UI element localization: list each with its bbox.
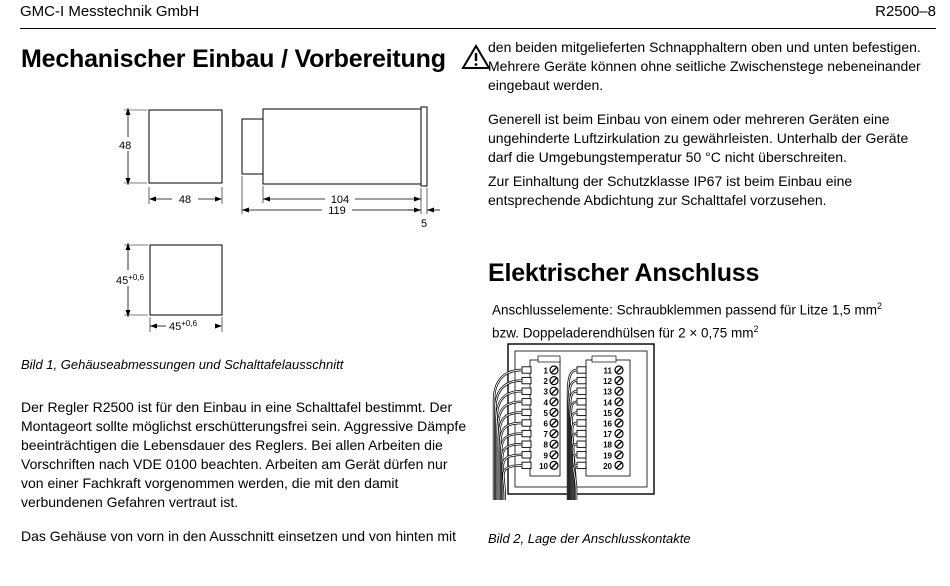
terminal-label-left: 1	[543, 366, 548, 376]
terminal-label-right: 19	[603, 451, 612, 461]
terminal-label-right: 20	[603, 461, 612, 471]
paragraph-left-2: Das Gehäuse von vorn in den Ausschnitt einsetzen und von hinten mit	[21, 528, 457, 544]
terminal-label-left: 5	[543, 408, 548, 418]
terminal-screw-right	[615, 387, 623, 395]
terminal-label-right: 11	[603, 366, 612, 376]
wire-ferrule-right	[577, 399, 586, 405]
dim-length-outer-label: 119	[328, 205, 346, 217]
terminal-label-right: 18	[603, 440, 612, 450]
terminal-label-left: 8	[543, 440, 548, 450]
terminal-label-left: 3	[543, 387, 548, 397]
wire-ferrule-left	[522, 367, 531, 373]
terminal-screw-right	[615, 366, 623, 374]
paragraph-left-1: Der Regler R2500 ist für den Einbau in eine Schalttafel bestimmt. Der Montageort sollte möglichst erschütterungsfrei sein. Aggressive Dämpfe beeinträchtigen die Lebensdauer des Reglers. Bei allen Arbeiten die Vorschriften nach VDE 0100 beachten. Arbeiten am Gerät dürfen nur von einer Fachkraft vorgenommen werden, die mit den damit verbundenen Gefahren vertraut ist.	[21, 399, 467, 510]
terminal-label-right: 17	[603, 430, 612, 440]
paragraph-right-2: Generell ist beim Einbau von einem oder mehreren Geräten eine ungehinderte Luftzirkulation zu gewährleisten. Unterhalb der Geräte darf die Umgebungstemperatur 50 °C nicht überschreiten.	[488, 111, 909, 165]
terminal-screw-right	[615, 419, 623, 427]
dim-height-label: 48	[119, 140, 132, 152]
terminal-screw-right	[615, 430, 623, 438]
wire-ferrule-right	[577, 420, 586, 426]
dim-length-inner-label: 104	[330, 194, 350, 206]
terminal-screw-left	[550, 366, 558, 374]
wire-left	[503, 465, 522, 500]
terminal-label-left: 4	[543, 398, 548, 408]
wire-ferrule-left	[522, 462, 531, 468]
terminal-label-left: 7	[543, 430, 548, 440]
wire-ferrule-right	[577, 388, 586, 394]
terminal-screw-left	[550, 377, 558, 385]
terminal-screw-right	[615, 398, 623, 406]
wire-ferrule-left	[522, 399, 531, 405]
terminal-label-left: 6	[543, 419, 548, 429]
terminal-screw-left	[550, 398, 558, 406]
terminal-screw-right	[615, 377, 623, 385]
terminal-label-right: 16	[603, 419, 612, 429]
paragraph-right-1: den beiden mitgelieferten Schnapphaltern oben und unten befestigen. Mehrere Geräte können ohne seitliche Zwischenstege nebeneinander eingebaut werden.	[488, 39, 921, 93]
terminal-label-left: 2	[543, 377, 548, 387]
terminal-screw-left	[550, 419, 558, 427]
terminal-screw-left	[550, 451, 558, 459]
wire-ferrule-left	[522, 388, 531, 394]
dim-width-label: 48	[178, 194, 192, 206]
wire-ferrule-right	[577, 430, 586, 436]
terminal-label-right: 14	[603, 398, 612, 408]
wire-ferrule-left	[522, 441, 531, 447]
terminal-screw-right	[615, 408, 623, 416]
paragraph-right-3: Zur Einhaltung der Schutzklasse IP67 ist beim Einbau eine entsprechende Abdichtung zur Schalttafel vorzusehen.	[488, 173, 853, 208]
terminal-label-left: 9	[543, 451, 548, 461]
dim-front-label: 5	[421, 218, 428, 230]
wire-ferrule-left	[522, 430, 531, 436]
terminal-label-right: 13	[603, 387, 612, 397]
cutout-width-label: $45^{+0,6}$	[169, 319, 198, 333]
cutout-height-label: $45^{+0,6}$	[116, 273, 145, 287]
page-number: R2500–8	[875, 3, 936, 20]
wire-ferrule-left	[522, 452, 531, 458]
wire-ferrule-right	[577, 367, 586, 373]
connection-elements-text: Anschlusselemente: Schraubklemmen passend für Litze 1,5 $mm^2$ bzw. Doppeladerendhülsen für 2 × 0,75 $mm^2$	[492, 301, 882, 340]
wire-ferrule-left	[522, 420, 531, 426]
wire-ferrule-right	[577, 452, 586, 458]
terminal-screw-right	[615, 440, 623, 448]
wire-ferrule-right	[577, 462, 586, 468]
wire-ferrule-right	[577, 441, 586, 447]
company-name: GMC-I Messtechnik GmbH	[20, 3, 200, 20]
figure1-caption: Bild 1, Gehäuseabmessungen und Schalttafelausschnitt	[21, 357, 344, 372]
wire-ferrule-left	[522, 409, 531, 415]
terminal-label-left: 10	[539, 461, 548, 471]
terminal-screw-left	[550, 440, 558, 448]
terminal-label-right: 15	[603, 408, 612, 418]
terminal-screw-left	[550, 387, 558, 395]
terminal-screw-right	[615, 451, 623, 459]
terminal-screw-left	[550, 461, 558, 469]
figure2-caption: Bild 2, Lage der Anschlusskontakte	[488, 531, 691, 546]
terminal-label-right: 12	[603, 377, 612, 387]
section-title-mechanical-text: Mechanischer Einbau / Vorbereitung	[21, 45, 446, 73]
terminal-screw-right	[615, 461, 623, 469]
wire-ferrule-right	[577, 377, 586, 383]
wire-ferrule-right	[577, 409, 586, 415]
wire-ferrule-left	[522, 377, 531, 383]
terminal-screw-left	[550, 430, 558, 438]
section-title-electrical: Elektrischer Anschluss	[488, 259, 760, 287]
terminal-screw-left	[550, 408, 558, 416]
